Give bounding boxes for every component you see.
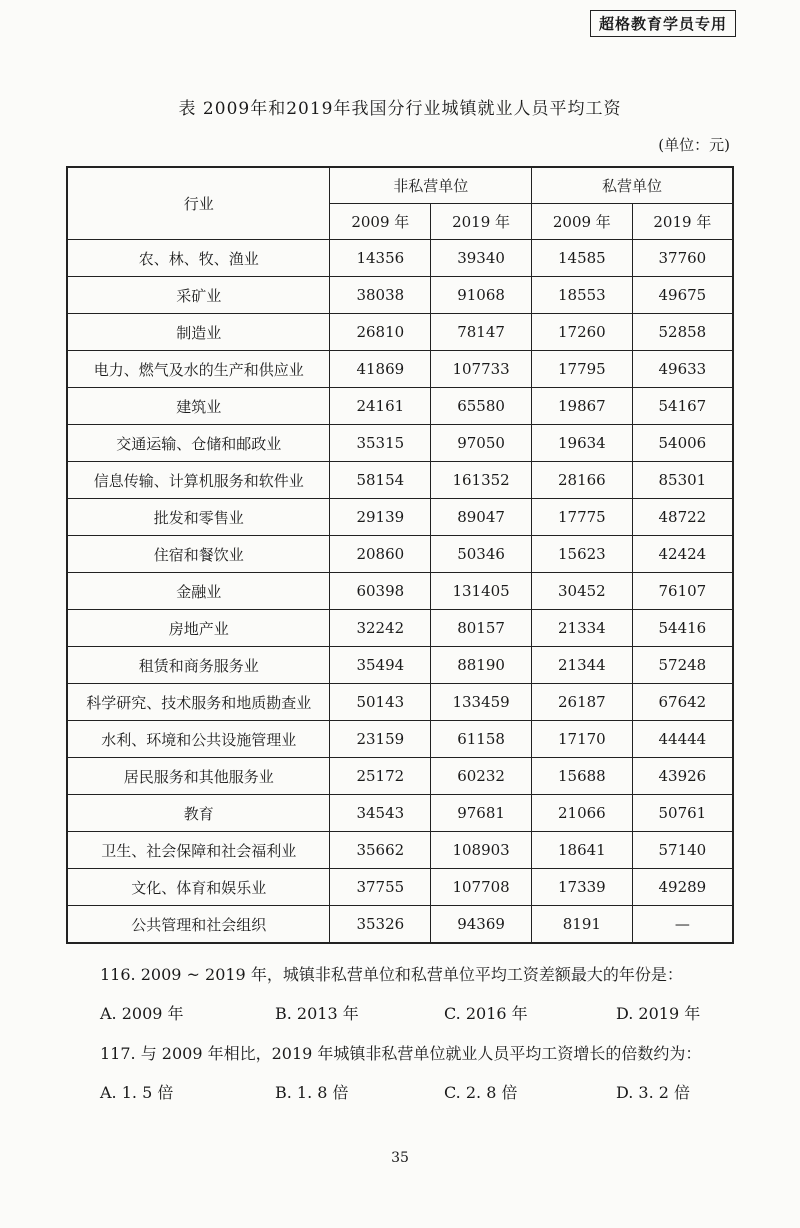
table-row: [67, 610, 733, 647]
private-2019-cell: 49289: [632, 869, 733, 906]
table-row: [67, 499, 733, 536]
nonprivate-2019-cell: 97050: [431, 425, 532, 462]
nonprivate-2019-cell: 131405: [431, 573, 532, 610]
private-2009-cell: 8191: [531, 906, 632, 944]
nonprivate-2019-cell: 133459: [431, 684, 532, 721]
nonprivate-2019-cell: 89047: [431, 499, 532, 536]
private-2019-cell: 44444: [632, 721, 733, 758]
table-title: 表 2009年和2019年我国分行业城镇就业人员平均工资: [178, 99, 622, 119]
nonprivate-2009-cell: 41869: [330, 351, 431, 388]
private-2009-cell: 17775: [531, 499, 632, 536]
industry-cell: 文化、体育和娱乐业: [67, 869, 330, 906]
nonprivate-2019-cell: 108903: [431, 832, 532, 869]
nonprivate-2009-cell: 37755: [330, 869, 431, 906]
q117-option-a: A. 1. 5 倍: [100, 1083, 174, 1102]
question-117: 117. 与 2009 年相比，2019 年城镇非私营单位就业人员平均工资增长的倍数约为：: [100, 1044, 702, 1063]
private-2019-cell: 67642: [632, 684, 733, 721]
private-2019-cell: 54006: [632, 425, 733, 462]
industry-cell: 信息传输、计算机服务和软件业: [67, 462, 330, 499]
nonprivate-2009-cell: 20860: [330, 536, 431, 573]
private-2019-cell: 43926: [632, 758, 733, 795]
nonprivate-2019-cell: 65580: [431, 388, 532, 425]
private-2019-cell: 57248: [632, 647, 733, 684]
industry-cell: 科学研究、技术服务和地质勘查业: [67, 684, 330, 721]
q116-option-a: A. 2009 年: [100, 1004, 184, 1023]
header-nonprivate-2009: 2009 年: [330, 204, 431, 240]
header-private: 私营单位: [531, 167, 733, 204]
question-116: 116. 2009 ~ 2019 年，城镇非私营单位和私营单位平均工资差额最大的年份是：: [100, 965, 683, 984]
nonprivate-2019-cell: 39340: [431, 240, 532, 277]
header-private-2009: 2009 年: [531, 204, 632, 240]
nonprivate-2019-cell: 60232: [431, 758, 532, 795]
nonprivate-2009-cell: 23159: [330, 721, 431, 758]
private-2009-cell: 14585: [531, 240, 632, 277]
industry-cell: 教育: [67, 795, 330, 832]
table-row: [67, 351, 733, 388]
nonprivate-2019-cell: 94369: [431, 906, 532, 944]
nonprivate-2009-cell: 29139: [330, 499, 431, 536]
industry-cell: 交通运输、仓储和邮政业: [67, 425, 330, 462]
private-2009-cell: 21344: [531, 647, 632, 684]
table-row: [67, 795, 733, 832]
private-2019-cell: 48722: [632, 499, 733, 536]
nonprivate-2009-cell: 14356: [330, 240, 431, 277]
nonprivate-2009-cell: 58154: [330, 462, 431, 499]
industry-cell: 卫生、社会保障和社会福利业: [67, 832, 330, 869]
nonprivate-2019-cell: 161352: [431, 462, 532, 499]
private-2009-cell: 21066: [531, 795, 632, 832]
table-row: [67, 647, 733, 684]
industry-cell: 居民服务和其他服务业: [67, 758, 330, 795]
table-row: [67, 240, 733, 277]
nonprivate-2009-cell: 60398: [330, 573, 431, 610]
header-private-2019: 2019 年: [632, 204, 733, 240]
private-2009-cell: 17339: [531, 869, 632, 906]
nonprivate-2019-cell: 50346: [431, 536, 532, 573]
table-body: [67, 240, 733, 944]
table-row: [67, 869, 733, 906]
private-2019-cell: 57140: [632, 832, 733, 869]
nonprivate-2009-cell: 50143: [330, 684, 431, 721]
q116-option-c: C. 2016 年: [444, 1004, 528, 1023]
nonprivate-2019-cell: 80157: [431, 610, 532, 647]
q117-option-b: B. 1. 8 倍: [275, 1083, 349, 1102]
header-nonprivate: 非私营单位: [330, 167, 532, 204]
private-2019-cell: 76107: [632, 573, 733, 610]
private-2019-cell: 37760: [632, 240, 733, 277]
table-row: [67, 832, 733, 869]
wage-table: [66, 166, 734, 944]
nonprivate-2009-cell: 35315: [330, 425, 431, 462]
nonprivate-2019-cell: 61158: [431, 721, 532, 758]
page-number: 35: [391, 1150, 409, 1166]
table-row: [67, 573, 733, 610]
nonprivate-2009-cell: 35326: [330, 906, 431, 944]
private-2019-cell: 85301: [632, 462, 733, 499]
table-row: [67, 684, 733, 721]
q117-option-c: C. 2. 8 倍: [444, 1083, 518, 1102]
nonprivate-2009-cell: 38038: [330, 277, 431, 314]
private-2009-cell: 19634: [531, 425, 632, 462]
table-row: [67, 721, 733, 758]
nonprivate-2019-cell: 107733: [431, 351, 532, 388]
nonprivate-2019-cell: 107708: [431, 869, 532, 906]
private-2019-cell: 54416: [632, 610, 733, 647]
table-row: [67, 277, 733, 314]
table-row: [67, 388, 733, 425]
private-2009-cell: 18553: [531, 277, 632, 314]
unit-label: (单位：元): [658, 136, 730, 154]
industry-cell: 房地产业: [67, 610, 330, 647]
table-row: [67, 462, 733, 499]
industry-cell: 水利、环境和公共设施管理业: [67, 721, 330, 758]
private-2009-cell: 30452: [531, 573, 632, 610]
private-2019-cell: 52858: [632, 314, 733, 351]
q116-option-b: B. 2013 年: [275, 1004, 359, 1023]
private-2019-cell: 49675: [632, 277, 733, 314]
private-2019-cell: 42424: [632, 536, 733, 573]
nonprivate-2009-cell: 35494: [330, 647, 431, 684]
private-2009-cell: 18641: [531, 832, 632, 869]
industry-cell: 采矿业: [67, 277, 330, 314]
table-row: [67, 536, 733, 573]
private-2009-cell: 15688: [531, 758, 632, 795]
nonprivate-2009-cell: 34543: [330, 795, 431, 832]
industry-cell: 批发和零售业: [67, 499, 330, 536]
industry-cell: 金融业: [67, 573, 330, 610]
private-2009-cell: 17795: [531, 351, 632, 388]
table-row: [67, 906, 733, 944]
nonprivate-2009-cell: 35662: [330, 832, 431, 869]
private-2009-cell: 15623: [531, 536, 632, 573]
table-row: [67, 425, 733, 462]
private-2019-cell: 49633: [632, 351, 733, 388]
industry-cell: 住宿和餐饮业: [67, 536, 330, 573]
industry-cell: 公共管理和社会组织: [67, 906, 330, 944]
nonprivate-2019-cell: 97681: [431, 795, 532, 832]
nonprivate-2019-cell: 91068: [431, 277, 532, 314]
private-2009-cell: 26187: [531, 684, 632, 721]
nonprivate-2019-cell: 78147: [431, 314, 532, 351]
industry-cell: 制造业: [67, 314, 330, 351]
nonprivate-2019-cell: 88190: [431, 647, 532, 684]
private-2009-cell: 21334: [531, 610, 632, 647]
private-2009-cell: 28166: [531, 462, 632, 499]
q116-option-d: D. 2019 年: [616, 1004, 701, 1023]
nonprivate-2009-cell: 26810: [330, 314, 431, 351]
industry-cell: 建筑业: [67, 388, 330, 425]
nonprivate-2009-cell: 32242: [330, 610, 431, 647]
industry-cell: 电力、燃气及水的生产和供应业: [67, 351, 330, 388]
private-2019-cell: 50761: [632, 795, 733, 832]
industry-cell: 农、林、牧、渔业: [67, 240, 330, 277]
private-2009-cell: 17170: [531, 721, 632, 758]
q117-option-d: D. 3. 2 倍: [616, 1083, 691, 1102]
private-2019-cell: 54167: [632, 388, 733, 425]
private-2009-cell: 17260: [531, 314, 632, 351]
header-industry: 行业: [67, 167, 330, 240]
table-row: [67, 758, 733, 795]
industry-cell: 租赁和商务服务业: [67, 647, 330, 684]
nonprivate-2009-cell: 25172: [330, 758, 431, 795]
header-nonprivate-2019: 2019 年: [431, 204, 532, 240]
nonprivate-2009-cell: 24161: [330, 388, 431, 425]
table-row: [67, 314, 733, 351]
private-2019-cell: —: [632, 906, 733, 944]
private-2009-cell: 19867: [531, 388, 632, 425]
student-only-badge: 超格教育学员专用: [590, 10, 736, 37]
